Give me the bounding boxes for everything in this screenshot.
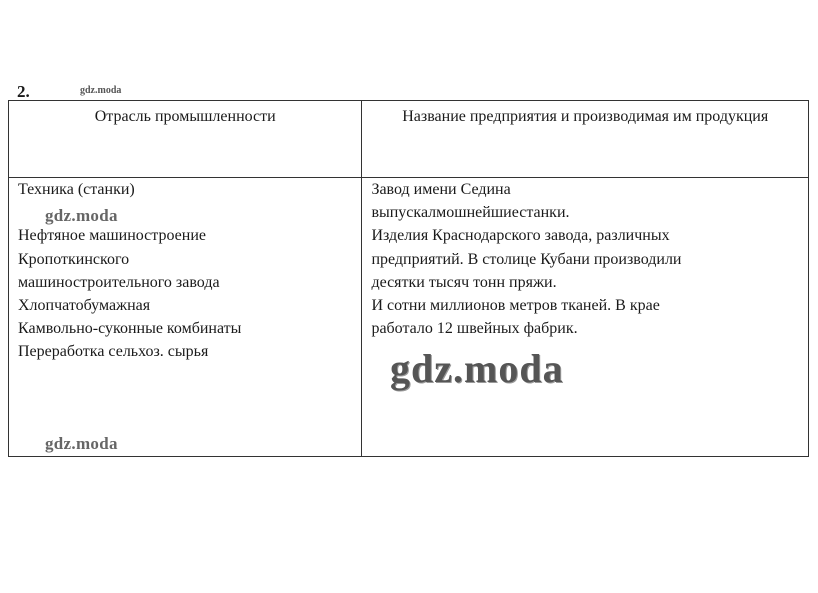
enterprise-line: десятки тысяч тонн пряжи. (371, 273, 557, 291)
industry-line: Камвольно-суконные комбинаты (18, 320, 242, 338)
industry-line: Нефтяное машиностроение (18, 227, 206, 245)
watermark-center: gdz.moda (390, 346, 564, 391)
enterprise-line: Завод имени Седина (371, 181, 511, 198)
enterprise-line: Изделия Краснодарского завода, различных (371, 227, 670, 245)
enterprise-line: предприятий. В столице Кубани производили (371, 250, 682, 268)
enterprise-cell (362, 178, 809, 457)
header-cell-enterprise (362, 101, 809, 178)
industry-line: Переработка сельхоз. сырья (18, 343, 209, 361)
task-number: 2. (17, 82, 30, 101)
industry-line: Техника (станки) (18, 181, 135, 198)
enterprise-line: выпускалмошнейшиестанки. (371, 204, 570, 222)
watermark-cell: gdz.moda (45, 434, 118, 453)
watermark-top: gdz.moda (80, 85, 122, 96)
enterprise-line: работало 12 швейных фабрик. (371, 320, 578, 338)
industry-line: Хлопчатобумажная (18, 296, 151, 314)
industry-line: Кропоткинского (18, 250, 130, 268)
enterprise-line: И сотни миллионов метров тканей. В крае (371, 296, 660, 314)
watermark-cell: gdz.moda (45, 206, 118, 225)
header-industry: Отрасль промышленности (94, 108, 276, 125)
table-row (9, 178, 809, 457)
industry-line: машиностроительного завода (18, 273, 220, 291)
header-cell-industry (9, 101, 362, 178)
header-enterprise: Название предприятия и производимая им продукция (402, 108, 769, 125)
industry-table (8, 100, 809, 457)
industry-cell (9, 178, 362, 457)
table-header-row (9, 101, 809, 178)
enterprise-list (371, 178, 681, 340)
